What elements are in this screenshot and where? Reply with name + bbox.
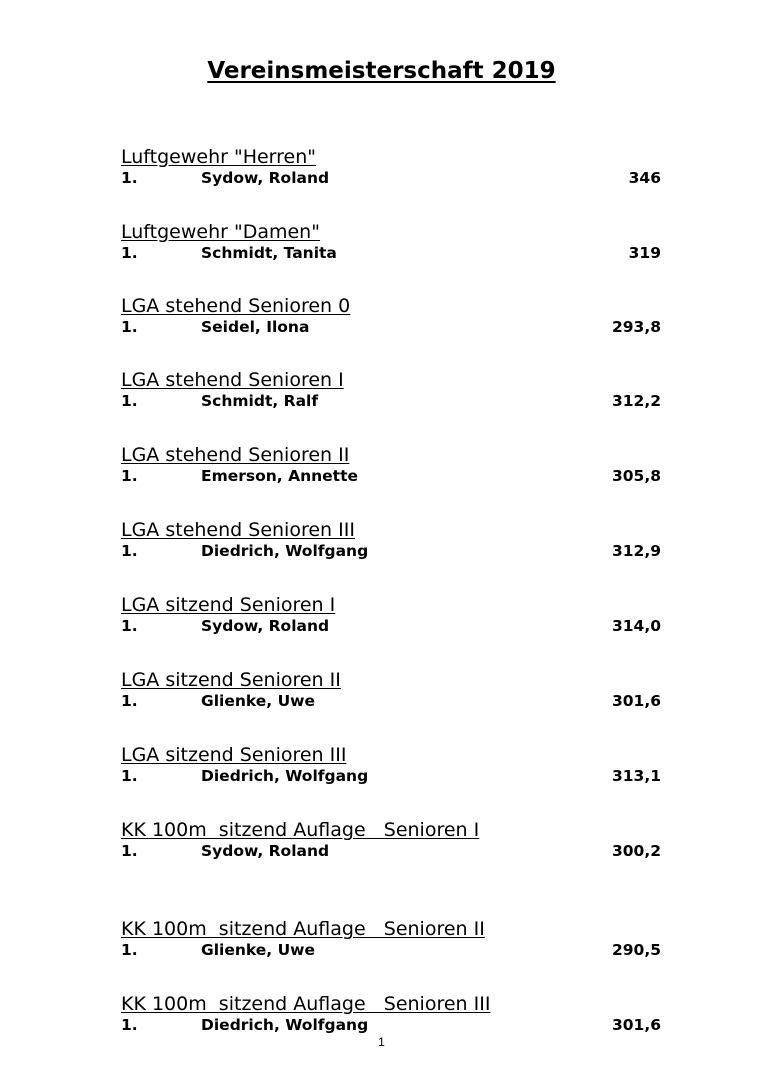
shooter-name: Schmidt, Ralf: [201, 392, 319, 410]
section-heading: LGA sitzend Senioren II: [121, 669, 341, 691]
rank: 1.: [121, 318, 138, 336]
section-kk-100m-senioren-iii: [121, 993, 661, 1035]
result-row: [121, 940, 661, 960]
page-number: 1: [378, 1035, 385, 1049]
result-row: [121, 691, 661, 711]
score: 301,6: [611, 1016, 661, 1034]
shooter-name: Glienke, Uwe: [201, 692, 316, 710]
score: 319: [628, 244, 661, 262]
section-heading: Luftgewehr "Herren": [121, 146, 317, 168]
section-heading: LGA sitzend Senioren I: [121, 594, 336, 616]
rank: 1.: [121, 1016, 138, 1034]
section-heading: LGA sitzend Senioren III: [121, 744, 347, 766]
section-lga-stehend-senioren-iii: [121, 519, 661, 561]
result-row: [121, 243, 661, 263]
section-lga-sitzend-senioren-iii: [121, 744, 661, 786]
rank: 1.: [121, 467, 138, 485]
rank: 1.: [121, 842, 138, 860]
score: 305,8: [611, 467, 661, 485]
rank: 1.: [121, 692, 138, 710]
shooter-name: Diedrich, Wolfgang: [201, 1016, 369, 1034]
section-kk-100m-senioren-ii: [121, 918, 661, 960]
section-luftgewehr-damen: [121, 221, 661, 263]
rank: 1.: [121, 169, 138, 187]
section-heading: LGA stehend Senioren II: [121, 444, 350, 466]
score: 314,0: [611, 617, 661, 635]
section-heading: LGA stehend Senioren 0: [121, 295, 351, 317]
result-row: [121, 616, 661, 636]
score: 301,6: [611, 692, 661, 710]
shooter-name: Sydow, Roland: [201, 842, 330, 860]
rank: 1.: [121, 542, 138, 560]
section-heading: KK 100m sitzend Auflage Senioren II: [121, 918, 485, 940]
section-heading: KK 100m sitzend Auflage Senioren I: [121, 819, 480, 841]
shooter-name: Sydow, Roland: [201, 169, 330, 187]
section-lga-stehend-senioren-i: [121, 369, 661, 411]
rank: 1.: [121, 941, 138, 959]
result-row: [121, 317, 661, 337]
section-lga-sitzend-senioren-ii: [121, 669, 661, 711]
result-row: [121, 466, 661, 486]
score: 293,8: [611, 318, 661, 336]
result-row: [121, 391, 661, 411]
shooter-name: Schmidt, Tanita: [201, 244, 337, 262]
rank: 1.: [121, 244, 138, 262]
score: 312,9: [611, 542, 661, 560]
section-heading: LGA stehend Senioren I: [121, 369, 344, 391]
result-row: [121, 1015, 661, 1035]
result-row: [121, 766, 661, 786]
rank: 1.: [121, 392, 138, 410]
score: 346: [628, 169, 661, 187]
score: 312,2: [611, 392, 661, 410]
score: 300,2: [611, 842, 661, 860]
shooter-name: Diedrich, Wolfgang: [201, 542, 369, 560]
rank: 1.: [121, 617, 138, 635]
shooter-name: Emerson, Annette: [201, 467, 358, 485]
score: 290,5: [611, 941, 661, 959]
shooter-name: Glienke, Uwe: [201, 941, 316, 959]
result-row: [121, 841, 661, 861]
section-heading: LGA stehend Senioren III: [121, 519, 355, 541]
section-luftgewehr-herren: [121, 146, 661, 188]
result-row: [121, 541, 661, 561]
rank: 1.: [121, 767, 138, 785]
page-title: Vereinsmeisterschaft 2019: [207, 58, 556, 84]
section-lga-stehend-senioren-ii: [121, 444, 661, 486]
score: 313,1: [611, 767, 661, 785]
section-heading: Luftgewehr "Damen": [121, 221, 320, 243]
result-row: [121, 168, 661, 188]
section-kk-100m-senioren-i: [121, 819, 661, 861]
shooter-name: Diedrich, Wolfgang: [201, 767, 369, 785]
shooter-name: Sydow, Roland: [201, 617, 330, 635]
section-lga-sitzend-senioren-i: [121, 594, 661, 636]
shooter-name: Seidel, Ilona: [201, 318, 310, 336]
section-lga-stehend-senioren-0: [121, 295, 661, 337]
section-heading: KK 100m sitzend Auflage Senioren III: [121, 993, 491, 1015]
